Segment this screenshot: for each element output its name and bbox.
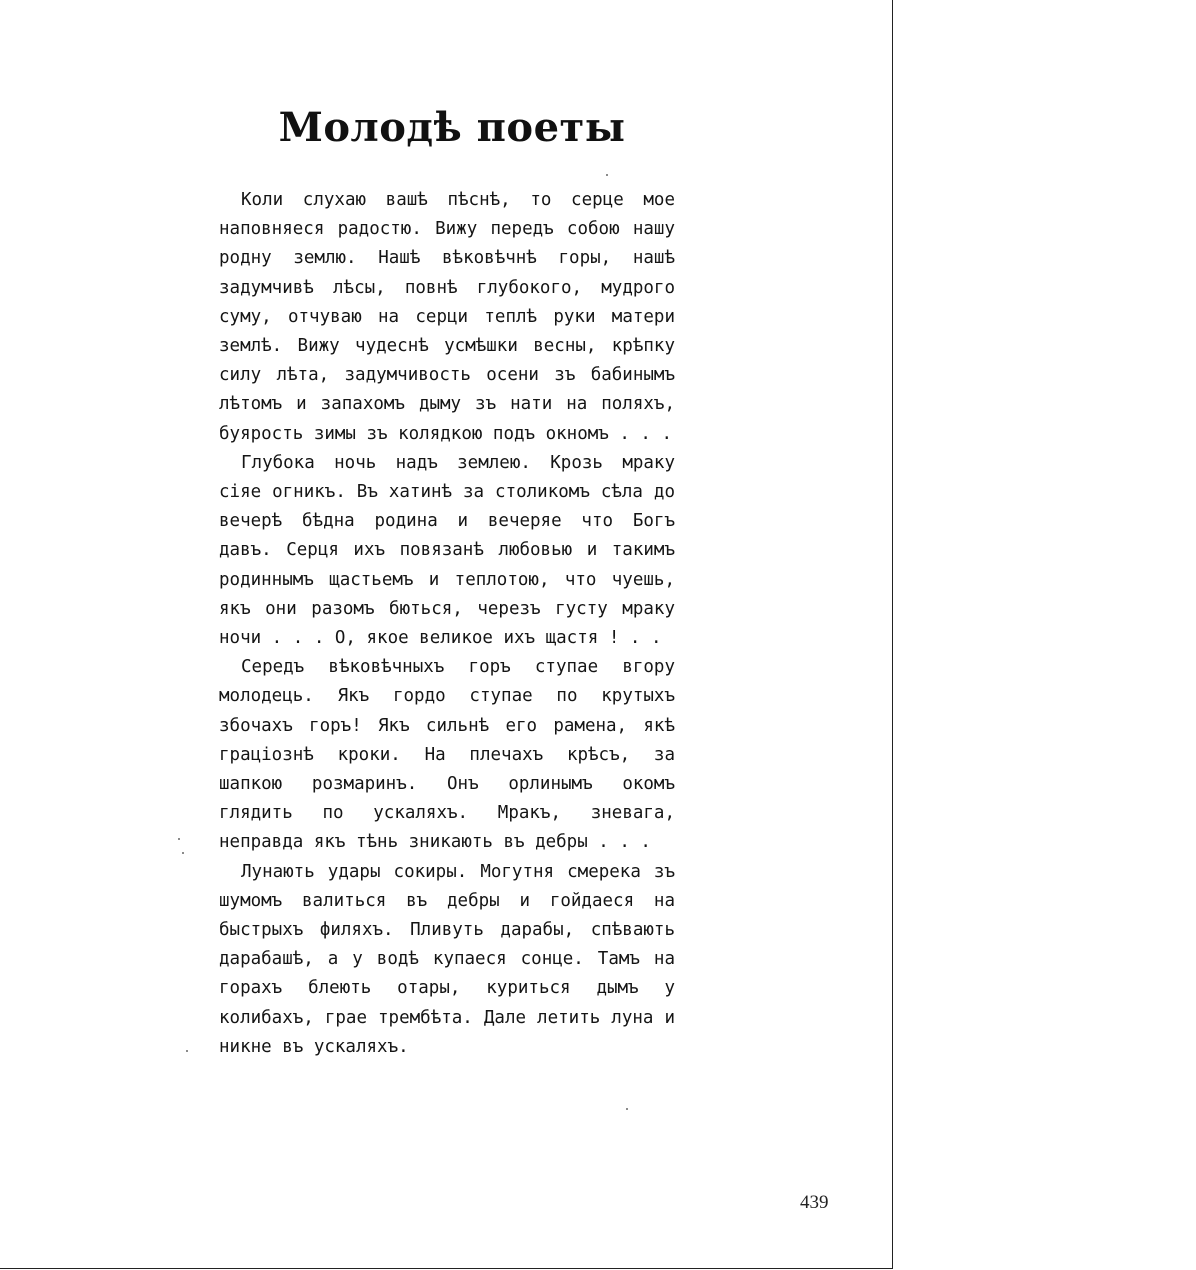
paragraph-3: Середъ вѣковѣчныхъ горъ ступае вгору молодець. Якъ гордо ступае по крутыхъ збочахъ горъ! Якъ сильнѣ его рамена, якѣ граціознѣ кроки. На плечахъ крѣсъ, за шапкою розмаринъ. Онъ орлинымъ окомъ глядить по ускаляхъ. Мракъ, зневага, неправда якъ тѣнь зникають въ дебры . . . [219, 657, 675, 853]
scan-speck [182, 852, 184, 854]
article-body [219, 186, 675, 1062]
scan-speck [178, 838, 180, 840]
page-number: 439 [800, 1192, 829, 1213]
scan-speck [626, 1108, 628, 1110]
paragraph-2: Глубока ночь надъ землею. Крозь мраку сіяе огникъ. Въ хатинѣ за столикомъ сѣла до вечерѣ бѣдна родина и вечеряе что Богъ давъ. Серця ихъ повязанѣ любовью и такимъ родиннымъ щастьемъ и теплотою, что чуешь, якъ они разомъ бються, черезъ густу мраку ночи . . . О, якое великое ихъ щастя ! . . [219, 452, 675, 649]
paragraph-1: Коли слухаю вашѣ пѣснѣ, то серце мое наповняеся радостю. Вижу передъ собою нашу родну землю. Нашѣ вѣковѣчнѣ горы, нашѣ задумчивѣ лѣсы, повнѣ глубокого, мудрого суму, отчуваю на серци теплѣ руки матери землѣ. Вижу чудеснѣ усмѣшки весны, крѣпку силу лѣта, задумчивость осени зъ бабинымъ лѣтомъ и запахомъ дыму зъ нати на поляхъ, буярость зимы зъ колядкою подъ окномъ . . . [219, 190, 675, 444]
scan-speck [606, 174, 608, 176]
scan-speck [186, 1050, 188, 1052]
page-title: Молодѣ поеты [278, 104, 626, 151]
paragraph-4: Лунають удары сокиры. Могутня смерека зъ шумомъ валиться въ дебры и гойдаеся на быстрыхъ филяхъ. Пливуть дарабы, спѣвають дарабашѣ, а у водѣ купаеся сонце. Тамъ на горахъ блеють отары, куриться дымъ у колибахъ, грае трембѣта. Дале летить луна и никне въ ускаляхъ. [219, 861, 675, 1057]
